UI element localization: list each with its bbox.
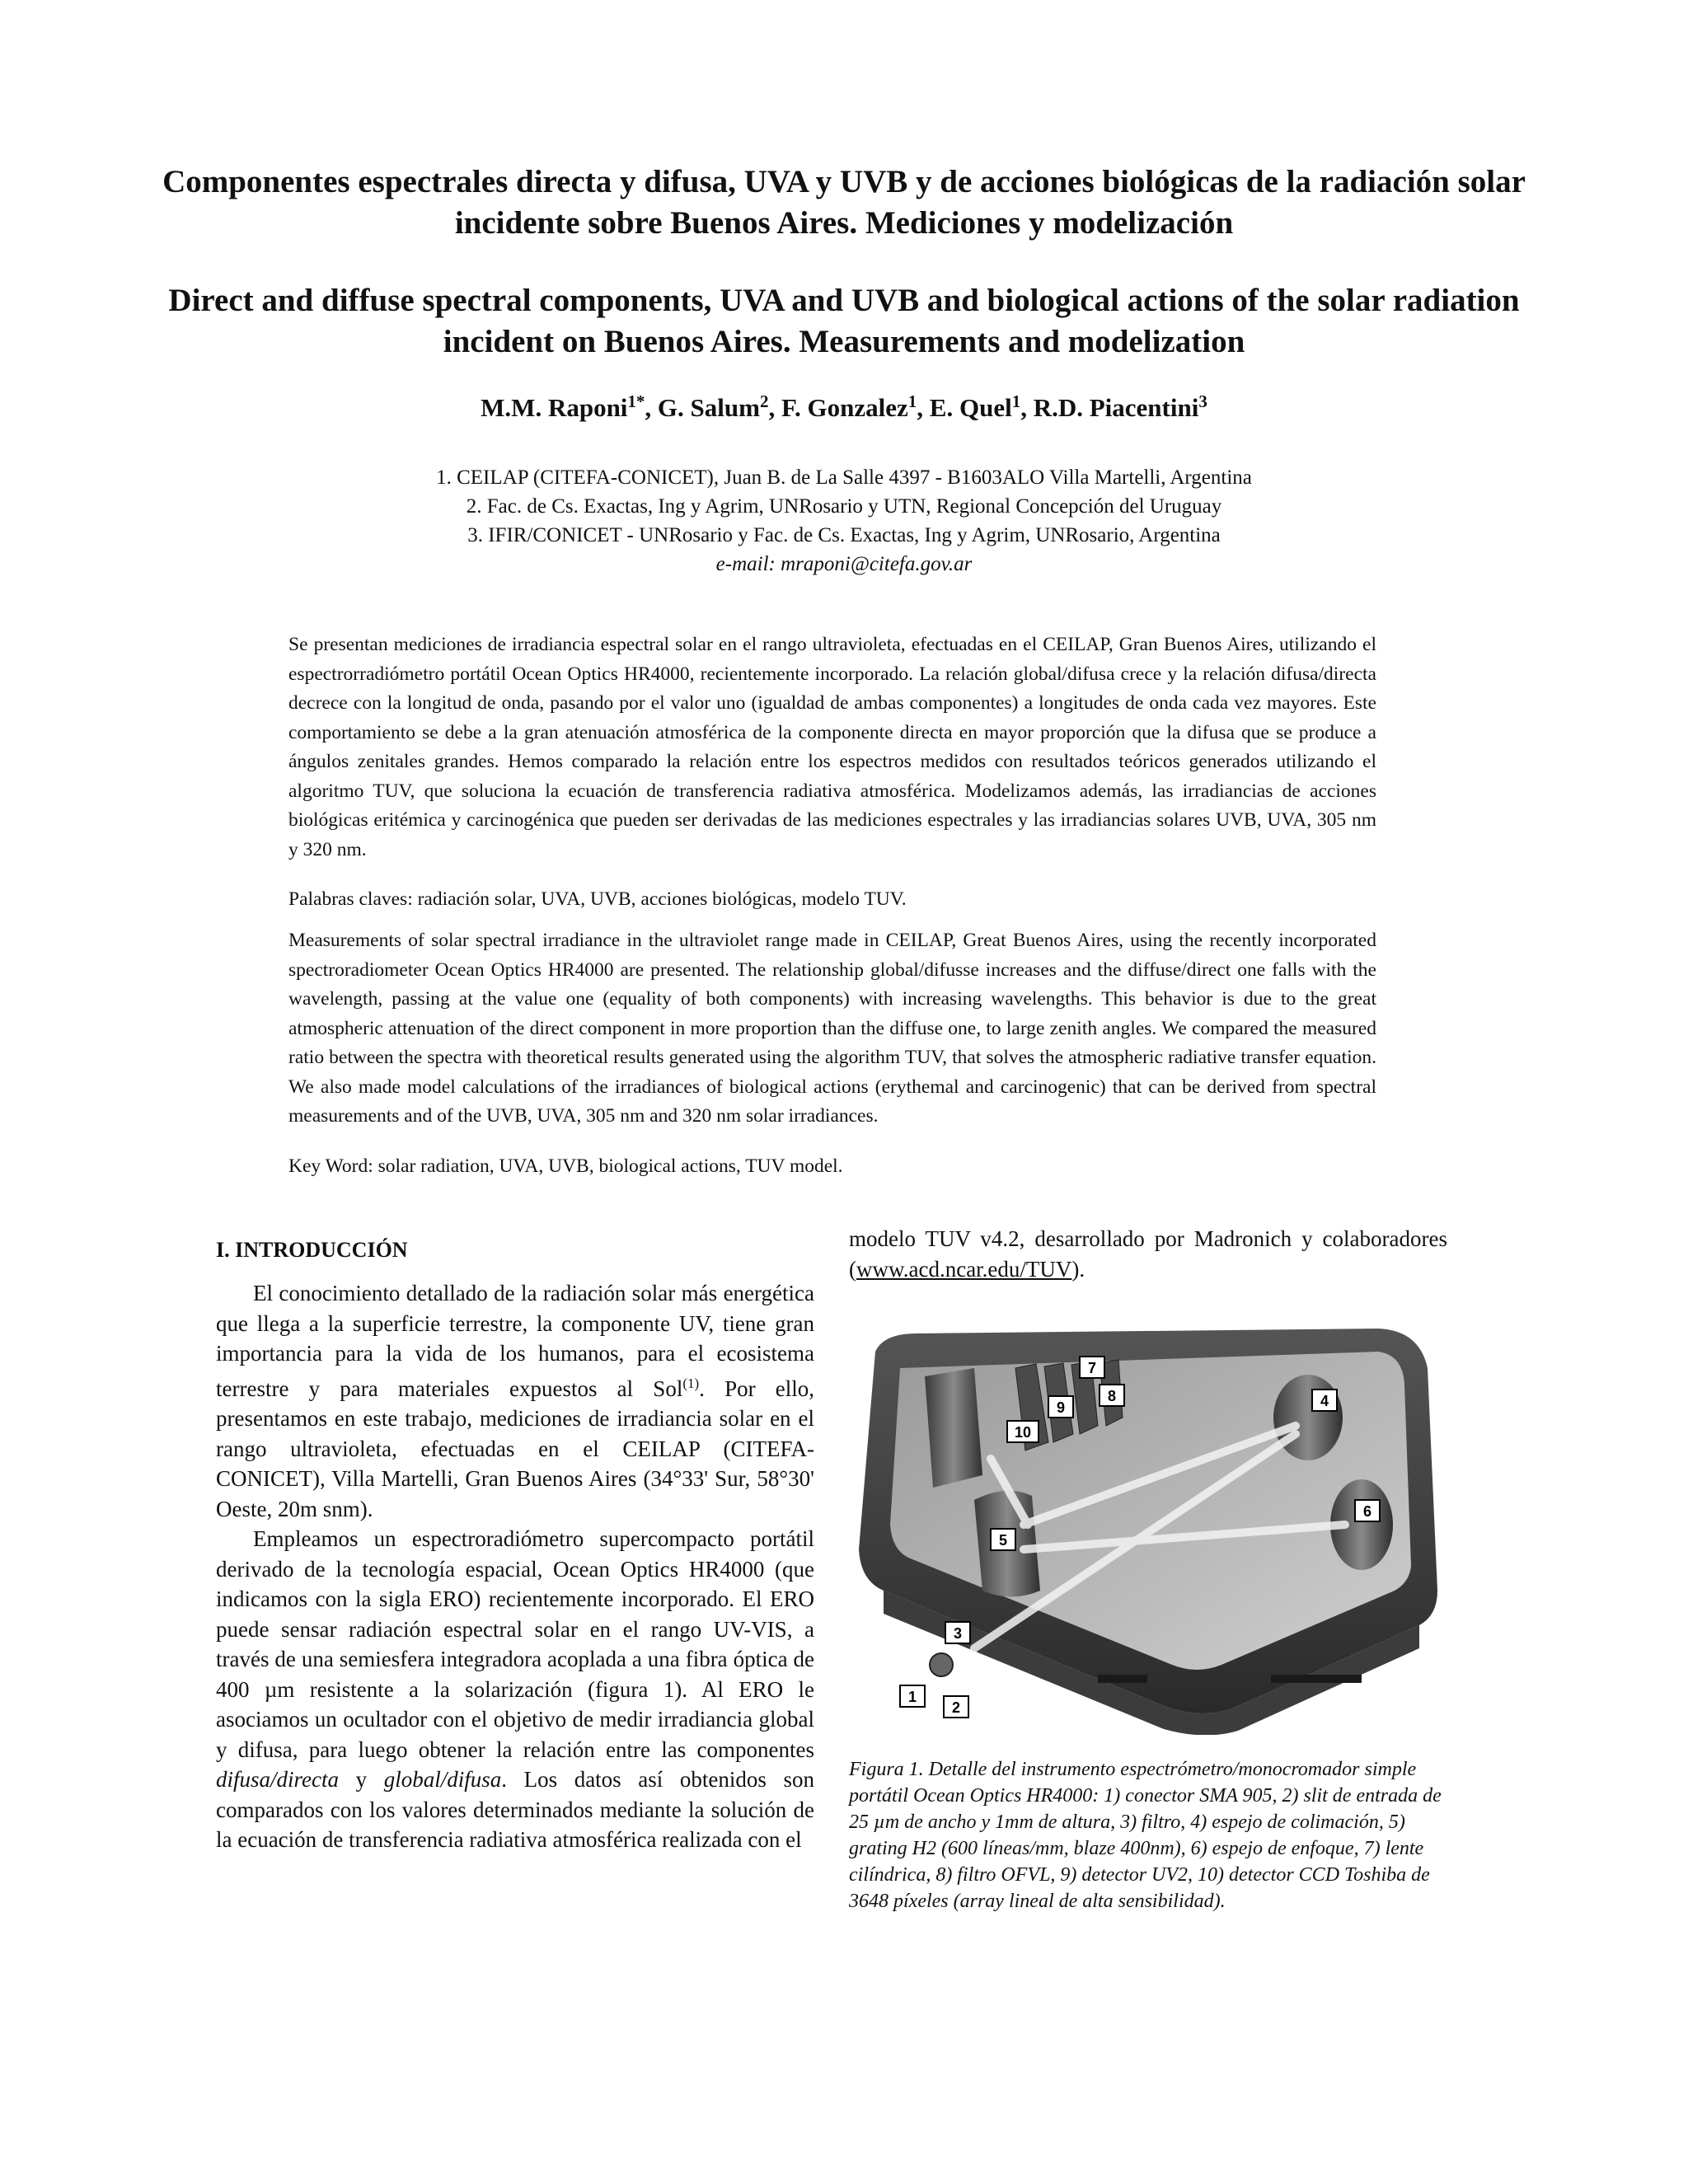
part-label: 6: [1362, 1503, 1372, 1520]
keywords-spanish: Palabras claves: radiación solar, UVA, UVB, acciones biológicas, modelo TUV.: [288, 888, 907, 910]
part-label: 7: [1087, 1360, 1097, 1376]
sma-connector: [930, 1653, 953, 1676]
author-affil-mark: 1*: [627, 391, 645, 411]
part-label: 10: [1014, 1424, 1032, 1441]
affiliation-line: 3. IFIR/CONICET - UNRosario y Fac. de Cs. Exactas, Ing y Agrim, UNRosario, Argentina: [467, 524, 1221, 546]
figure-caption: Figura 1. Detalle del instrumento espectrómetro/monocromador simple portátil Ocean Optics HR4000: 1) conector SMA 905, 2) slit de entrada de 25 µm de ancho y 1mm de altura, 3) filtro, 4) espejo de colimación, 5) grating H2 (600 líneas/mm, blaze 400nm), 6) espejo de enfoque, 7) lente cilíndrica, 8) filtro OFVL, 9) detector UV2, 10) detector CCD Toshiba de 3648 píxeles (array lineal de alta sensibilidad).: [849, 1759, 1442, 1912]
body-text: modelo TUV v4.2, desarrollado por Madronich y colaboradores (: [849, 1226, 1447, 1282]
affiliation-line: 1. CEILAP (CITEFA-CONICET), Juan B. de La Salle 4397 - B1603ALO Villa Martelli, Argentina: [436, 466, 1252, 489]
author-affil-mark: 3: [1198, 391, 1207, 411]
author-name: F. Gonzalez: [781, 393, 908, 422]
intro-paragraph-1: [216, 1278, 814, 1524]
title-english: Direct and diffuse spectral components, UVA and UVB and biological actions of the solar radiation incident on Buenos Aires. Measurements and modelization: [168, 283, 1520, 359]
body-text: ).: [1071, 1256, 1085, 1282]
affiliations: [148, 463, 1540, 579]
author-list: M.M. Raponi$^{1*}$, G. Salum$^2$, F. Gonzalez$^1$, E. Quel$^1$, R.D. Piacentini$^3$: [481, 391, 1207, 422]
affiliation-line: 2. Fac. de Cs. Exactas, Ing y Agrim, UNRosario y UTN, Regional Concepción del Uruguay: [466, 495, 1222, 518]
body-text: Empleamos un espectroradiómetro supercompacto portátil derivado de la tecnología espacial, Ocean Optics HR4000 (que indicamos con la sigla ERO) recientemente incorporado. El ERO puede sensar radiación espectral solar en el rango UV-VIS, a través de una semiesfera integradora acoplada a una fibra óptica de 400 µm resistente a la solarización (figura 1). Al ERO le asociamos un ocultador con el objetivo de medir irradiancia global y difusa, para luego obtener la relación entre las componentes: [216, 1526, 814, 1762]
author-name: R.D. Piacentini: [1033, 393, 1199, 422]
detector-block: [925, 1368, 982, 1488]
body-text: El conocimiento detallado de la radiación solar más energética que llega a la superficie terrestre, la componente UV, tiene gran importancia para la vida de los humanos, para el ecosistema terrestre y para materiales expuestos al Sol: [216, 1281, 814, 1401]
body-text: y: [339, 1767, 384, 1792]
front-slot: [1271, 1675, 1362, 1683]
keywords-english: Key Word: solar radiation, UVA, UVB, biological actions, TUV model.: [288, 1155, 843, 1177]
part-label: 4: [1320, 1393, 1329, 1409]
author-affil-mark: 1: [1011, 391, 1021, 411]
collimating-mirror: [1273, 1375, 1343, 1460]
part-label: 9: [1056, 1399, 1066, 1416]
author-name: E. Quel: [929, 393, 1012, 422]
author-name: M.M. Raponi: [481, 393, 628, 422]
title-spanish: Componentes espectrales directa y difusa, UVA y UVB y de acciones biológicas de la radiación solar incidente sobre Buenos Aires. Mediciones y modelización: [162, 164, 1526, 241]
author-affil-mark: 1: [907, 391, 917, 411]
left-column: [216, 1234, 814, 1855]
author-affil-mark: 2: [759, 391, 769, 411]
figure-1: [851, 1319, 1444, 1735]
part-label: 2: [951, 1699, 961, 1716]
part-label: 5: [998, 1532, 1008, 1549]
part-label: 8: [1107, 1388, 1117, 1404]
abstract-spanish: Se presentan mediciones de irradiancia espectral solar en el rango ultravioleta, efectuadas en el CEILAP, Gran Buenos Aires, utilizando el espectrorradiómetro portátil Ocean Optics HR4000, recientemente incorporado. La relación global/difusa crece y la relación difusa/directa decrece con la longitud de onda, pasando por el valor uno (igualdad de ambas componentes) a longitudes de onda cada vez mayores. Este comportamiento se debe a la gran atenuación atmosférica de la componente directa en mayor proporción que la difusa que se produce a ángulos zenitales grandes. Hemos comparado la relación entre los espectros medidos con resultados teóricos generados utilizando el algoritmo TUV, que soluciona la ecuación de transferencia radiativa atmosférica. Modelizamos además, las irradiancias de acciones biológicas eritémica y carcinogénica que pueden ser derivadas de las mediciones espectrales y las irradiancias solares UVB, UVA, 305 nm y 320 nm.: [288, 634, 1376, 860]
right-column-text: [849, 1224, 1447, 1284]
section-heading: I. INTRODUCCIÓN: [216, 1238, 408, 1262]
citation-mark: (1): [682, 1375, 700, 1391]
body-text: . Por ello, presentamos en este trabajo, mediciones de irradiancia solar en el rango ultravioleta, efectuadas en el CEILAP (CITEFA-CONICET), Villa Martelli, Gran Buenos Aires (34°33' Sur, 58°30' Oeste, 20m snm).: [216, 1376, 815, 1521]
body-emphasis: global/difusa: [383, 1767, 502, 1792]
front-slot: [1098, 1675, 1147, 1683]
abstract-english: Measurements of solar spectral irradiance in the ultraviolet range made in CEILAP, Great Buenos Aires, using the recently incorporated spectroradiometer Ocean Optics HR4000 are presented. The relationship global/difusse increases and the diffuse/direct one falls with the wavelength, passing at the value one (equality of both components) with increasing wavelengths. This behavior is due to the great atmospheric attenuation of the direct component in more proportion than the diffuse one, to large zenith angles. We compared the measured ratio between the spectra with theoretical results generated using the algorithm TUV, that solves the atmospheric radiative transfer equation. We also made model calculations of the irradiances of biological actions (erythemal and carcinogenic) that can be derived from spectral measurements and of the UVB, UVA, 305 nm and 320 nm solar irradiances.: [288, 930, 1376, 1127]
tuv-link[interactable]: www.acd.ncar.edu/TUV: [856, 1256, 1072, 1282]
part-label: 1: [907, 1689, 917, 1705]
body-emphasis: difusa/directa: [216, 1767, 339, 1792]
spectrometer-diagram: [851, 1319, 1444, 1735]
intro-paragraph-2: [216, 1524, 814, 1855]
author-email[interactable]: e-mail: mraponi@citefa.gov.ar: [715, 553, 973, 575]
body-text: . Los datos así obtenidos son comparados con los valores determinados mediante la solución de la ecuación de transferencia radiativa atmosférica realizada con el: [216, 1767, 814, 1852]
author-name: G. Salum: [657, 393, 760, 422]
part-label: 3: [953, 1625, 963, 1642]
